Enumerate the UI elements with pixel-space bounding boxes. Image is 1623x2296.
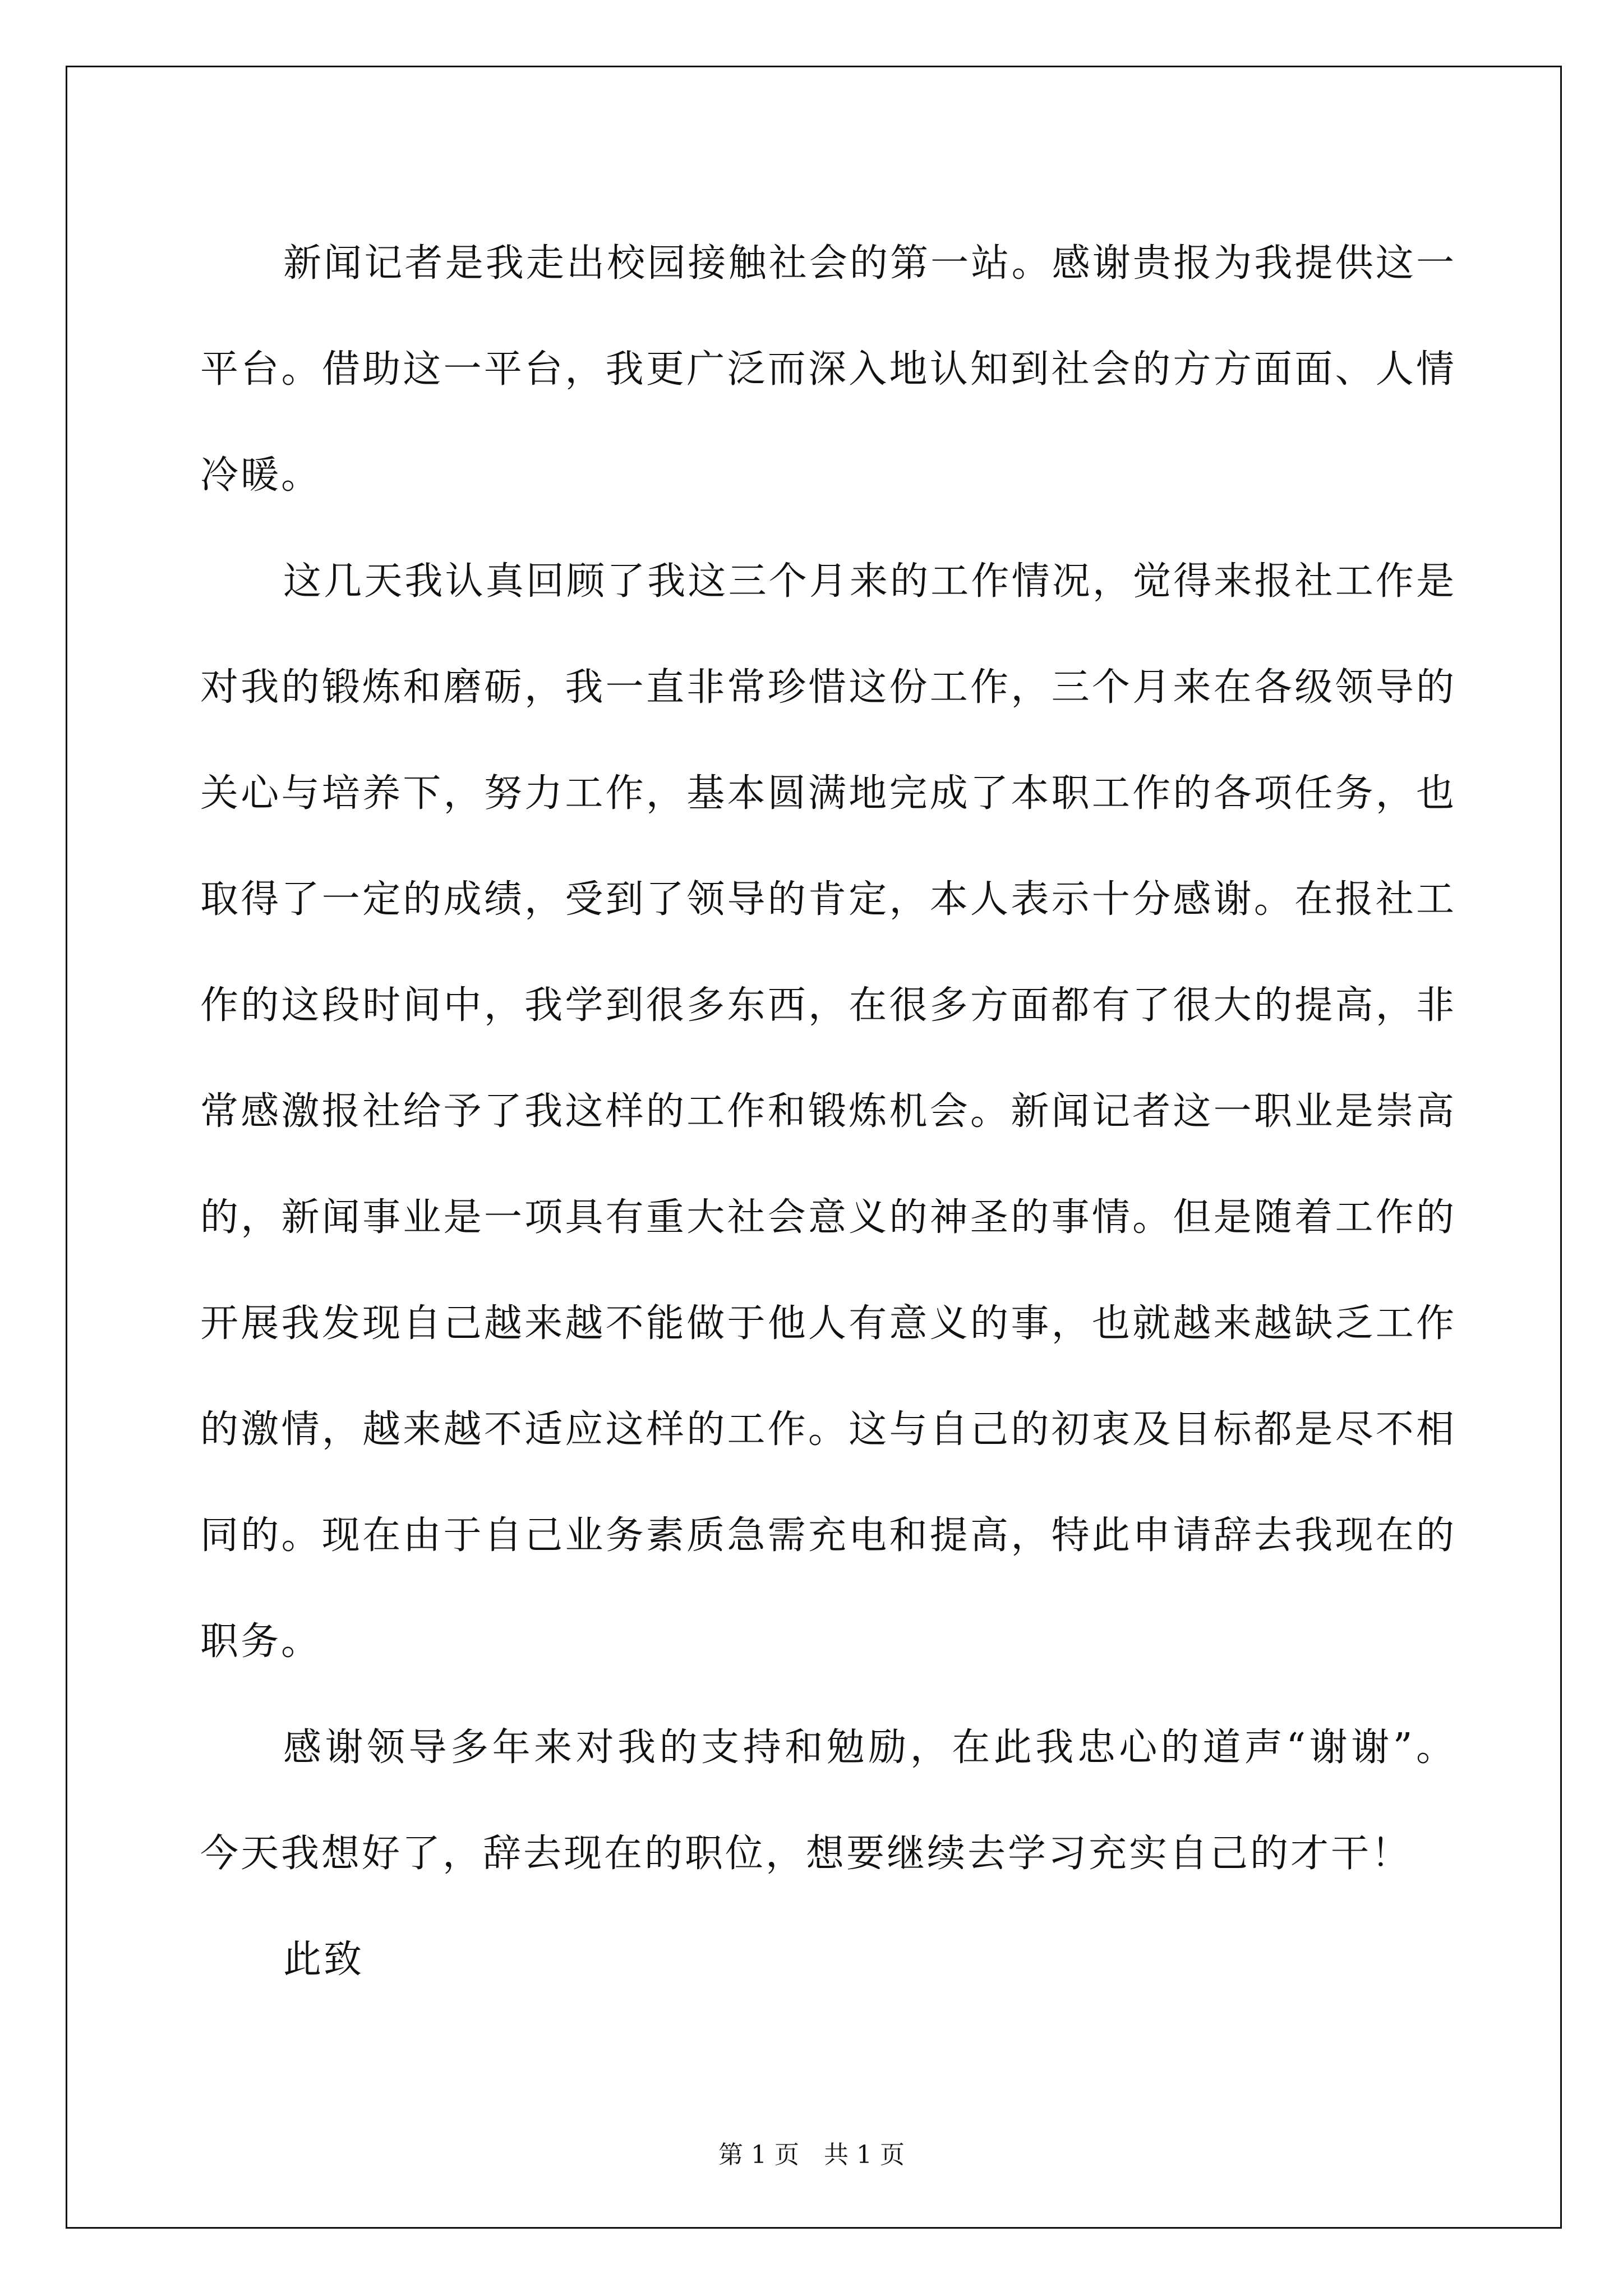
- letter-body: [200, 210, 1456, 2013]
- paragraph-reflection: 这几天我认真回顾了我这三个月来的工作情况，觉得来报社工作是对我的锻炼和磨砺，我一直非常珍惜这份工作，三个月来在各级领导的关心与培养下，努力工作，基本圆满地完成了本职工作的各项任务，也取得了一定的成绩，受到了领导的肯定，本人表示十分感谢。在报社工作的这段时间中，我学到很多东西，在很多方面都有了很大的提高，非常感激报社给予了我这样的工作和锻炼机会。新闻记者这一职业是崇高的，新闻事业是一项具有重大社会意义的神圣的事情。但是随着工作的开展我发现自己越来越不能做于他人有意义的事，也就越来越缺乏工作的激情，越来越不适应这样的工作。这与自己的初衷及目标都是尽不相同的。现在由于自己业务素质急需充电和提高，特此申请辞去我现在的职务。: [200, 559, 1456, 1664]
- page-footer: 第 1 页 共 1 页: [718, 2141, 905, 2169]
- paragraph-intro: 新闻记者是我走出校园接触社会的第一站。感谢贵报为我提供这一平台。借助这一平台，我更广泛而深入地认知到社会的方方面面、人情冷暖。: [200, 241, 1456, 498]
- paragraph-thanks: 感谢领导多年来对我的支持和勉励，在此我忠心的道声“谢谢”。今天我想好了，辞去现在的职位，想要继续去学习充实自己的才干！: [200, 1726, 1456, 1876]
- paragraph-closing: 此致: [283, 1938, 365, 1982]
